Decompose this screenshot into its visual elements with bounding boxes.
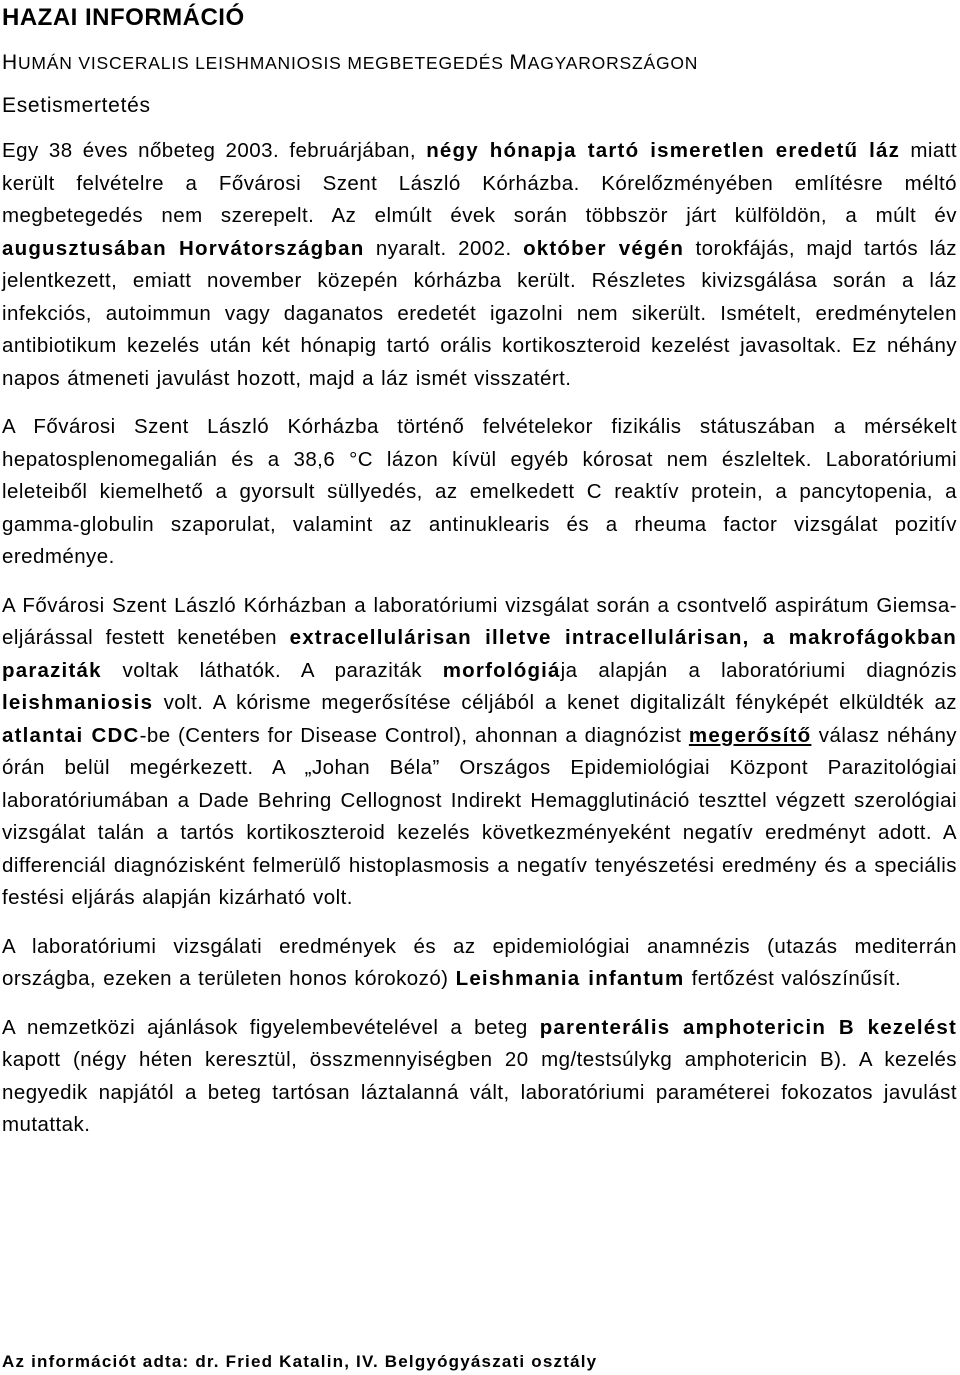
paragraph-laboratory-diagnosis — [2, 590, 957, 915]
text-run: A Fővárosi Szent László Kórházban a laboratóriumi vizsgálat során a csontvelő aspirátum Giemsa-eljárással festett kenetében — [2, 593, 957, 649]
paragraph-admission-findings — [2, 411, 957, 574]
footer-attribution: Az információt adta: dr. Fried Katalin, IV. Belgyógyászati osztály — [2, 1352, 598, 1371]
bold-text: augusztusában Horvátországban — [2, 236, 365, 260]
bold-text: október végén — [523, 236, 685, 260]
bold-text: morfológiá — [442, 658, 561, 682]
text-run: A laboratóriumi vizsgálati eredmények és az epidemiológiai anamnézis (utazás mediterrán országba, ezeken a területen honos kórokozó) — [2, 934, 957, 990]
text-run: voltak láthatók. A paraziták — [101, 658, 443, 682]
section-heading: Esetismertetés — [2, 94, 151, 117]
subtitle-part: M — [509, 51, 528, 74]
bold-text: leishmaniosis — [2, 691, 154, 714]
text-run: fertőzést valószínűsít. — [684, 967, 902, 990]
subtitle-part: AGYARORSZÁGON — [527, 53, 699, 73]
subtitle-part: H — [2, 51, 18, 74]
text-run: A nemzetközi ajánlások figyelembevételével a beteg — [2, 1015, 540, 1039]
paragraph-case-history — [2, 135, 957, 395]
paragraph-conclusion — [2, 931, 957, 996]
text-run: Egy 38 éves nőbeteg 2003. februárjában, — [2, 139, 427, 162]
text-run: ja alapján a laboratóriumi diagnózis — [560, 658, 957, 682]
bold-text: Leishmania infantum — [455, 967, 685, 990]
bold-text: extracellulárisan illetve intracellulárisan, a makrofágokban paraziták — [2, 626, 957, 682]
paragraph-treatment — [2, 1012, 957, 1142]
text-run: torokfájás, majd tartós láz jelentkezett, emiatt november közepén kórházba került. Részletes kivizsgálása során a láz infekciós, autoimmun vagy daganatos eredetét igazolni nem sikerült. Ismételt, eredménytelen antibiotikum kezelés után két hónapig tartó orális kortikoszteroid kezelést javasoltak. Ez néhány napos átmeneti javulást hozott, majd a láz ismét visszatért. — [2, 236, 958, 390]
text-run: válasz néhány órán belül megérkezett. A „Johan Béla” Országos Epidemiológiai Központ Parazitológiai laboratóriumában a Dade Behring Cellognost Indirekt Hemagglutináció teszttel végzett szerológiai vizsgálat talán a tartós kortikoszteroid kezelés következményeként negatív eredményt adott. A differenciál diagnózisként felmerülő histoplasmosis a negatív tenyészetési eredmény és a speciális festési eljárás alapján kizárható volt. — [2, 723, 957, 909]
text-run: nyaralt. 2002. — [364, 236, 524, 260]
article-subtitle — [2, 48, 957, 78]
page-title: HAZAI INFORMÁCIÓ — [2, 4, 245, 31]
text-run: kapott (négy héten keresztül, összmennyiségben 20 mg/testsúlykg amphotericin B). A kezelés negyedik napjától a beteg tartósan láztalanná vált, laboratóriumi paraméterei fokozatos javulást mutattak. — [2, 1048, 957, 1136]
bold-text: megerősítő — [688, 723, 812, 747]
text-run: miatt került felvételre a Fővárosi Szent László Kórházba. Kórelőzményében említésre méltó megbetegedés nem szerepelt. Az elmúlt évek során többször járt külföldön, a múlt év — [2, 139, 957, 227]
subtitle-part: UMÁN VISCERALIS LEISHMANIOSIS MEGBETEGEDÉS — [17, 53, 510, 73]
bold-text: négy hónapja tartó ismeretlen eredetű láz — [426, 139, 901, 162]
bold-text: atlantai CDC — [2, 723, 140, 747]
text-run: -be (Centers for Disease Control), ahonnan a diagnózist — [139, 723, 689, 747]
bold-text: parenterális amphotericin B kezelést — [539, 1015, 957, 1039]
text-run: volt. A kórisme megerősítése céljából a kenet digitalizált fényképét elküldték az — [153, 691, 957, 714]
text-run: A Fővárosi Szent László Kórházba történő felvételekor fizikális státuszában a mérsékelt hepatosplenomegalián és a 38,6 °C lázon kívül egyéb kórosat nem észleltek. Laboratóriumi leleteiből kiemelhető a gyorsult süllyedés, az emelkedett C reaktív protein, a pancytopenia, a gamma-globulin szaporulat, valamint az antinuklearis és a rheuma factor vizsgálat pozitív eredménye. — [2, 415, 957, 568]
